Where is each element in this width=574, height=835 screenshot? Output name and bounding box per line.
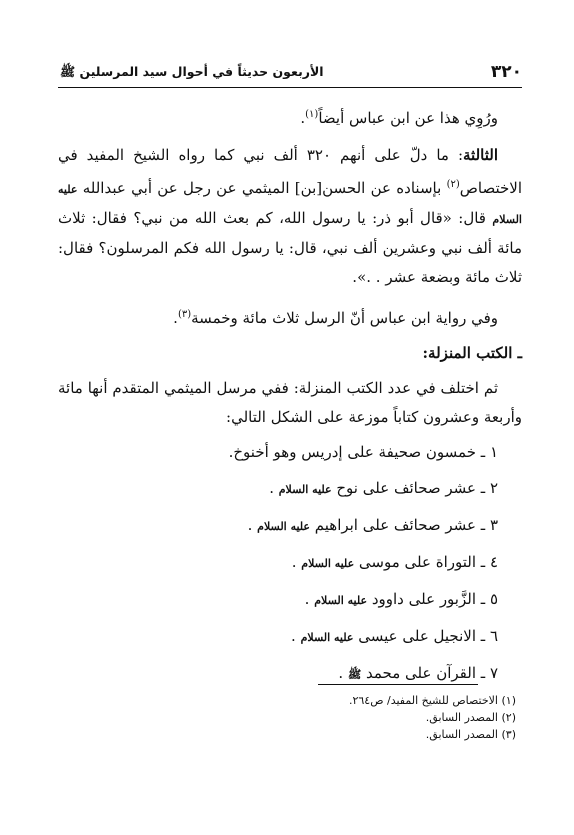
salutation-glyph: عليه السلام (58, 183, 522, 226)
list-item: ٣ ـ عشر صحائف على ابراهيم عليه السلام . (247, 516, 498, 534)
footnote-ref-2: (٢) (446, 179, 460, 190)
main-text (58, 100, 522, 696)
books-list (58, 438, 522, 689)
paragraph-2: الثالثة: ما دلّ على أنهم ٣٢٠ ألف نبي كما رواه الشيخ المفيد في الاختصاص$^{(٢)}$ بإسناده عن الحسن[بن] الميثمي عن رجل عن أبي عبدالله عليه السلام قال: «قال أبو ذر: يا رسول الله، كم بعث الله من نبي؟ فقال: ثلاث مائة ألف نبي وعشرين ألف نبي، قال: يا رسول الله فكم المرسلون؟ فقال: ثلاث مائة وبضعة عشر . .». (58, 146, 522, 286)
list-item: ٧ ـ القرآن على محمد ﷺ . (338, 664, 498, 682)
footnotes (60, 692, 520, 743)
footnote-2: (٢) المصدر السابق. (425, 711, 516, 724)
footnote-ref-3: (٣) (177, 309, 192, 320)
footnote-1: (١) الاختصاص للشيخ المفيد/ ص٢٦٤. (348, 694, 516, 707)
page-number: ٣٢٠ (490, 62, 522, 82)
paragraph-4: ثم اختلف في عدد الكتب المنزلة: ففي مرسل الميثمي المتقدم أنها مائة وأربعة وعشرون كتاباً موزعة على الشكل التالي: (58, 379, 522, 426)
list-item: ٥ ـ الزَّبور على داوود عليه السلام . (304, 590, 498, 608)
list-item: ٤ ـ التوراة على موسى عليه السلام . (291, 553, 498, 571)
paragraph-1: ورُوِي هذا عن ابن عباس أيضاً$^{(١)}$. (300, 109, 498, 127)
list-item: ١ ـ خمسون صحيفة على إدريس وهو أخنوخ. (228, 443, 498, 461)
salutation-glyph: عليه السلام (301, 557, 355, 570)
footnote-3: (٣) المصدر السابق. (425, 728, 516, 741)
section-heading: ـ الكتب المنزلة: (422, 344, 522, 362)
salutation-glyph: ﷺ (347, 668, 362, 681)
salutation-glyph: عليه السلام (300, 631, 354, 644)
running-title: الأربعون حديثاً في أحوال سيد المرسلين ﷺ (60, 64, 324, 79)
footnote-ref-1: (١) (305, 109, 319, 120)
page-header (60, 60, 522, 86)
footnote-separator (318, 684, 478, 685)
salutation-glyph: عليه السلام (314, 594, 368, 607)
salutation-glyph: عليه السلام (278, 483, 332, 496)
header-rule (58, 87, 522, 88)
list-item: ٦ ـ الانجيل على عيسى عليه السلام . (291, 627, 498, 645)
paragraph-3: وفي رواية ابن عباس أنّ الرسل ثلاث مائة وخمسة$^{(٣)}$. (173, 309, 498, 327)
list-item: ٢ ـ عشر صحائف على نوح عليه السلام . (269, 479, 498, 497)
salutation-glyph: عليه السلام (257, 520, 310, 533)
section-lead: الثالثة (463, 146, 498, 164)
